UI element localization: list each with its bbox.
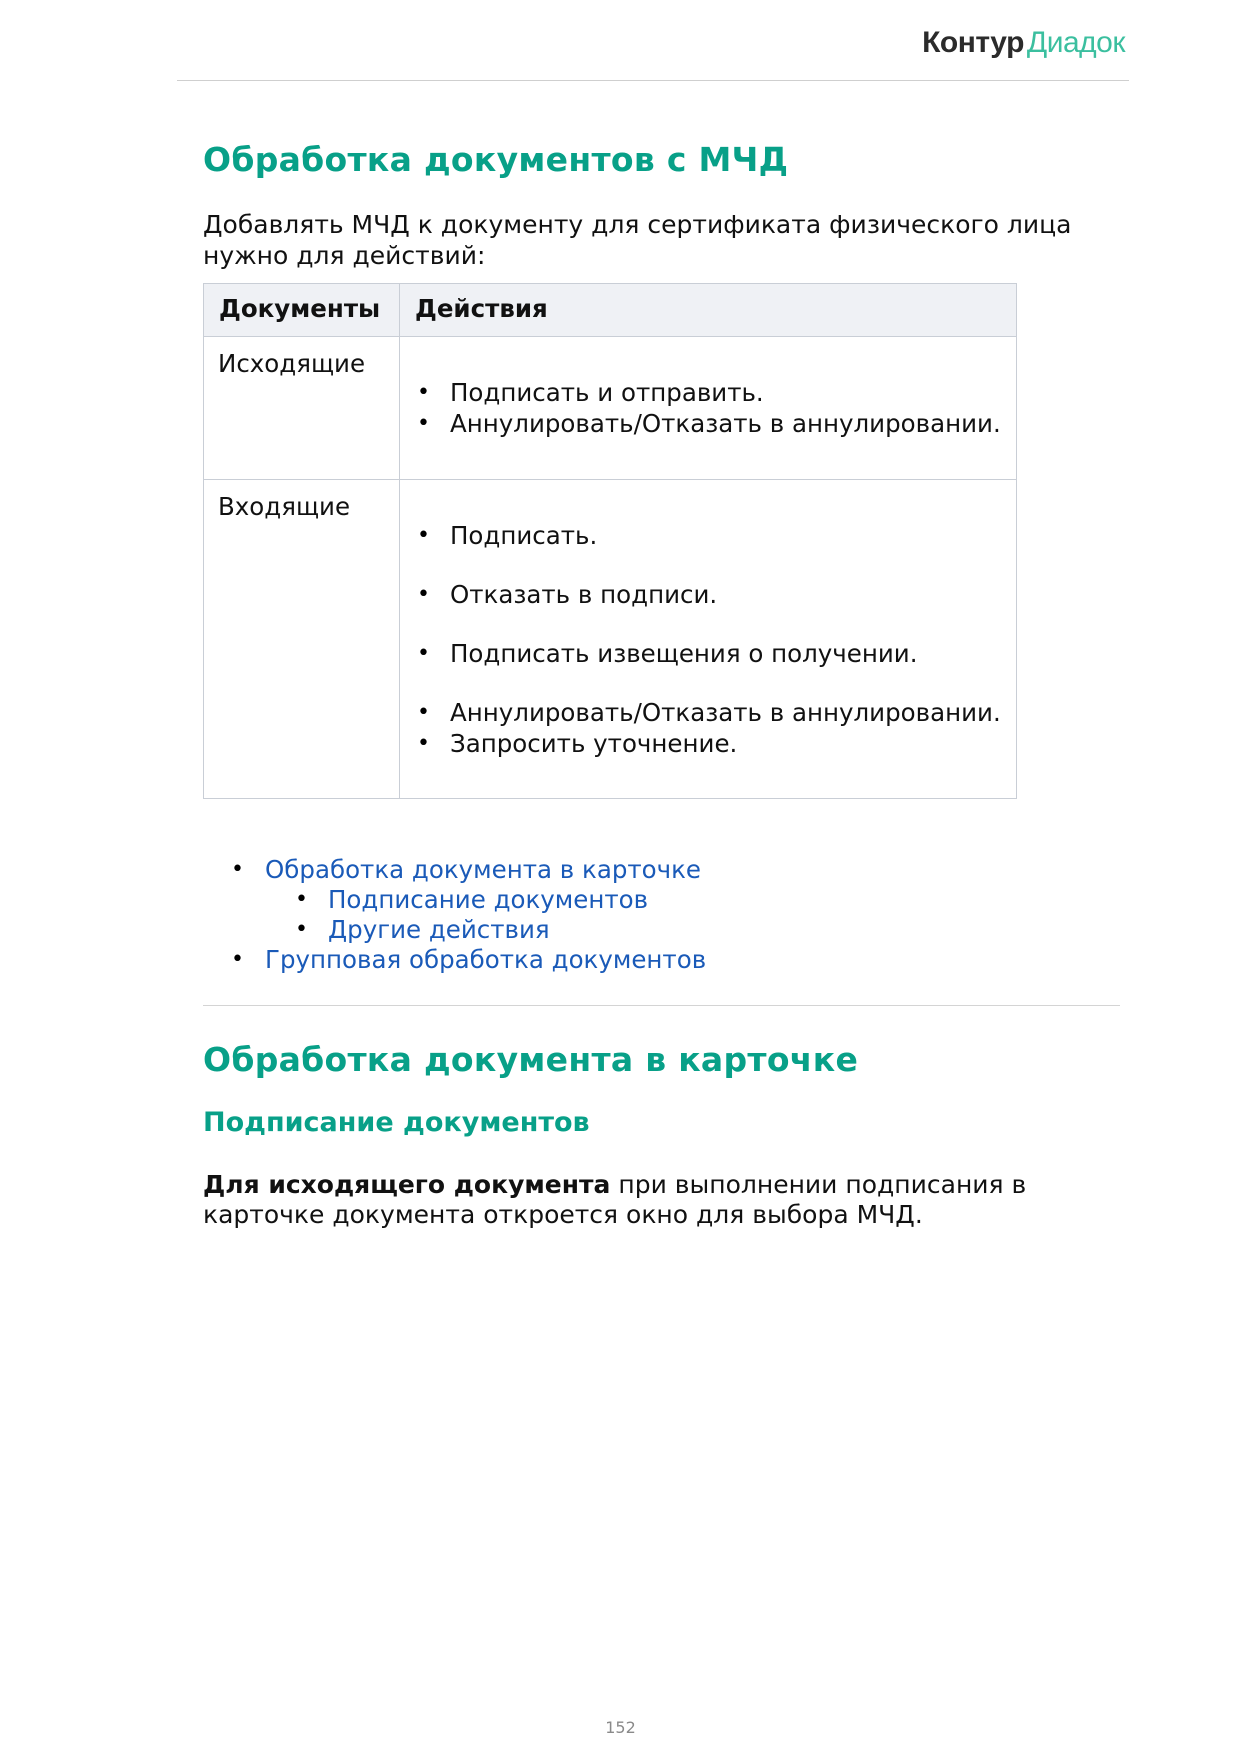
para-bold: Для исходящего документа (203, 1170, 611, 1199)
table-row (204, 480, 1017, 799)
toc-link-signing[interactable]: Подписание документов (328, 885, 649, 914)
action-item: • Подписать извещения о получении. (450, 638, 1002, 669)
cell-actions-incoming (400, 480, 1017, 799)
signing-paragraph (203, 1170, 1083, 1230)
actions-list (414, 520, 1002, 759)
page-header (177, 0, 1129, 81)
toc-item (203, 915, 1123, 945)
toc-link-card-processing[interactable]: Обработка документа в карточке (265, 855, 701, 884)
toc-list (203, 855, 1123, 975)
cell-document-outgoing: Исходящие (204, 337, 400, 480)
toc-item (203, 855, 1123, 885)
page-number: 152 (605, 1718, 636, 1737)
action-item: • Отказать в подписи. (450, 579, 1002, 610)
para-text: при выполнении подписания в карточке документа откроется окно для выбора МЧД. (203, 1170, 1027, 1229)
section-title-card-processing: Обработка документа в карточке (203, 1040, 859, 1079)
action-item: • Аннулировать/Отказать в аннулировании. (450, 697, 1002, 728)
action-item: • Запросить уточнение. (450, 728, 1002, 759)
logo-diadok: Диадок (1026, 26, 1125, 59)
subsection-title-signing: Подписание документов (203, 1107, 590, 1138)
kontur-diadok-logo (922, 26, 1125, 60)
logo-kontur: Контур (922, 26, 1024, 59)
toc-link-other-actions[interactable]: Другие действия (328, 915, 550, 944)
section-title-mchd: Обработка документов с МЧД (203, 140, 789, 179)
action-item: • Аннулировать/Отказать в аннулировании. (450, 408, 1002, 439)
section-divider (203, 1005, 1120, 1006)
cell-actions-outgoing (400, 337, 1017, 480)
actions-list (414, 377, 1002, 439)
header-documents: Документы (204, 284, 400, 337)
actions-table (203, 283, 1017, 799)
table-row (204, 337, 1017, 480)
table-header-row (204, 284, 1017, 337)
toc-item (203, 945, 1123, 975)
cell-document-incoming: Входящие (204, 480, 400, 799)
toc-link-group-processing[interactable]: Групповая обработка документов (265, 945, 707, 974)
toc-item (203, 885, 1123, 915)
page-content (203, 140, 1123, 1230)
action-item: • Подписать. (450, 520, 1002, 551)
header-actions: Действия (400, 284, 1017, 337)
intro-paragraph: Добавлять МЧД к документу для сертификата физического лица нужно для действий: (203, 210, 1072, 270)
action-item: • Подписать и отправить. (450, 377, 1002, 408)
